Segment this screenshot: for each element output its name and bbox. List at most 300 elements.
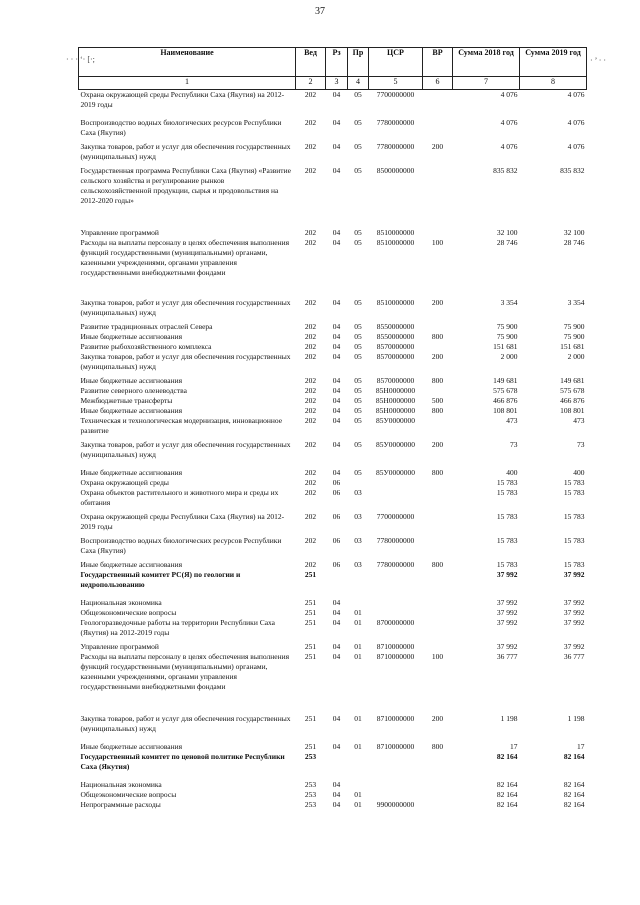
table-row xyxy=(79,142,587,166)
row-vr: 800 xyxy=(431,742,444,751)
row-pr: 05 xyxy=(354,352,362,361)
row-csr: 85Н0000000 xyxy=(375,406,416,415)
row-sum-2018: 466 876 xyxy=(493,396,518,405)
table-row xyxy=(79,464,587,478)
table-row xyxy=(79,790,587,800)
row-vr xyxy=(423,488,453,512)
row-vr xyxy=(423,118,453,142)
table-row xyxy=(79,332,587,342)
row-sum-2018: 37 992 xyxy=(496,642,518,651)
row-csr: 7780000000 xyxy=(376,536,415,545)
row-sum-2019: 82 164 xyxy=(563,790,585,799)
row-pr: 01 xyxy=(354,652,362,661)
row-vr xyxy=(423,570,453,594)
row-vr: 800 xyxy=(431,560,444,569)
row-name: Воспроизводство водных биологических ресурсов Республики Саха (Якутия) xyxy=(80,118,282,137)
row-vr xyxy=(423,386,453,396)
row-ved: 251 xyxy=(304,714,317,723)
row-pr: 05 xyxy=(354,332,362,341)
column-number: 6 xyxy=(423,77,453,90)
row-name: Развитие традиционных отраслей Севера xyxy=(80,322,213,331)
header-row xyxy=(79,48,587,77)
row-sum-2019: 15 783 xyxy=(563,488,585,497)
table-row xyxy=(79,342,587,352)
row-pr: 05 xyxy=(354,142,362,151)
column-number: 1 xyxy=(79,77,296,90)
row-vr: 200 xyxy=(431,714,444,723)
row-vr: 200 xyxy=(431,352,444,361)
row-pr: 05 xyxy=(354,322,362,331)
row-name: Государственный комитет РС(Я) по геологии и недропользованию xyxy=(80,570,241,589)
row-rz: 04 xyxy=(332,322,341,331)
column-number: 8 xyxy=(520,77,587,90)
row-rz: 06 xyxy=(332,512,341,521)
row-vr: 800 xyxy=(431,332,444,341)
row-vr xyxy=(423,166,453,228)
row-pr: 05 xyxy=(354,396,362,405)
row-vr xyxy=(423,608,453,618)
row-name: Расходы на выплаты персоналу в целях обеспечения выполнения функций государственными (муниципальными) органами, казенными учреждениями, органами управления государственными внебюджетными фондами xyxy=(80,652,290,691)
row-sum-2019: 108 801 xyxy=(560,406,585,415)
row-vr: 200 xyxy=(431,298,444,307)
row-sum-2018: 3 354 xyxy=(500,298,518,307)
table-row xyxy=(79,478,587,488)
row-vr: 200 xyxy=(431,142,444,151)
row-pr: 03 xyxy=(354,536,362,545)
row-pr xyxy=(348,594,369,608)
row-ved: 202 xyxy=(304,298,317,307)
row-vr xyxy=(423,228,453,238)
row-name: Непрограммные расходы xyxy=(80,800,161,809)
row-csr: 8700000000 xyxy=(376,618,415,627)
table-row xyxy=(79,652,587,714)
row-sum-2019: 15 783 xyxy=(563,560,585,569)
row-pr xyxy=(348,570,369,594)
row-name: Закупка товаров, работ и услуг для обеспечения государственных (муниципальных) нужд xyxy=(80,142,291,161)
row-rz: 06 xyxy=(332,478,341,487)
row-rz: 04 xyxy=(332,598,341,607)
column-number-row xyxy=(79,77,587,90)
row-name: Общеэкономические вопросы xyxy=(80,608,177,617)
row-rz: 06 xyxy=(332,560,341,569)
column-number: 7 xyxy=(453,77,520,90)
header-csr: ЦСР xyxy=(369,48,423,77)
row-csr: 8500000000 xyxy=(376,166,415,175)
row-csr: 7780000000 xyxy=(376,560,415,569)
row-sum-2018: 37 992 xyxy=(496,570,518,579)
row-csr: 8710000000 xyxy=(376,714,415,723)
header-name: Наименование xyxy=(79,48,296,77)
table-row xyxy=(79,560,587,570)
row-ved: 253 xyxy=(304,752,317,761)
row-ved: 253 xyxy=(304,790,317,799)
row-sum-2018: 15 783 xyxy=(496,512,518,521)
header-sum-2018: Сумма 2018 год xyxy=(453,48,520,77)
column-number: 5 xyxy=(369,77,423,90)
row-sum-2019: 4 076 xyxy=(567,142,585,151)
row-rz: 04 xyxy=(332,238,341,247)
row-name: Воспроизводство водных биологических ресурсов Республики Саха (Якутия) xyxy=(80,536,282,555)
row-rz: 04 xyxy=(332,352,341,361)
row-vr xyxy=(423,780,453,790)
row-name: Иные бюджетные ассигнования xyxy=(80,742,183,751)
row-rz: 06 xyxy=(332,488,341,497)
row-sum-2018: 473 xyxy=(506,416,518,425)
row-rz: 04 xyxy=(332,780,341,789)
row-ved: 251 xyxy=(304,742,317,751)
row-sum-2018: 82 164 xyxy=(496,790,518,799)
row-rz: 04 xyxy=(332,742,341,751)
table-row xyxy=(79,298,587,322)
row-name: Охрана окружающей среды xyxy=(80,478,169,487)
row-name: Развитие северного оленеводства xyxy=(80,386,187,395)
row-rz: 04 xyxy=(332,416,341,425)
row-name: Охрана объектов растительного и животного мира и среды их обитания xyxy=(80,488,279,507)
row-ved: 202 xyxy=(304,228,317,237)
row-csr: 7780000000 xyxy=(376,142,415,151)
row-csr: 85Н0000000 xyxy=(375,386,416,395)
row-sum-2019: 37 992 xyxy=(563,570,585,579)
row-csr: 8550000000 xyxy=(376,332,415,341)
row-sum-2019: 400 xyxy=(573,468,585,477)
row-pr: 01 xyxy=(354,642,362,651)
row-sum-2019: 149 681 xyxy=(560,376,585,385)
row-csr: 8710000000 xyxy=(376,642,415,651)
row-pr: 05 xyxy=(354,118,362,127)
row-sum-2018: 37 992 xyxy=(496,608,518,617)
table-row xyxy=(79,372,587,386)
table-row xyxy=(79,90,587,119)
row-ved: 202 xyxy=(304,322,317,331)
row-vr xyxy=(423,642,453,652)
row-vr xyxy=(423,478,453,488)
row-sum-2019: 15 783 xyxy=(563,478,585,487)
row-rz: 04 xyxy=(332,376,341,385)
table-row xyxy=(79,570,587,594)
row-pr: 05 xyxy=(354,90,362,99)
column-number: 4 xyxy=(348,77,369,90)
row-sum-2018: 15 783 xyxy=(496,488,518,497)
row-rz: 04 xyxy=(332,166,341,175)
row-sum-2019: 75 900 xyxy=(563,332,585,341)
row-sum-2018: 15 783 xyxy=(496,478,518,487)
row-sum-2019: 15 783 xyxy=(563,512,585,521)
row-csr: 8550000000 xyxy=(376,322,415,331)
row-ved: 202 xyxy=(304,416,317,425)
row-sum-2018: 75 900 xyxy=(496,322,518,331)
row-csr: 85У0000000 xyxy=(375,440,416,449)
row-csr: 8710000000 xyxy=(376,652,415,661)
table-row xyxy=(79,608,587,618)
row-rz: 04 xyxy=(332,714,341,723)
row-vr xyxy=(423,790,453,800)
row-sum-2018: 149 681 xyxy=(493,376,518,385)
row-sum-2019: 37 992 xyxy=(563,608,585,617)
row-csr: 8510000000 xyxy=(376,238,415,247)
row-vr xyxy=(423,536,453,560)
row-pr xyxy=(348,478,369,488)
row-rz: 04 xyxy=(332,118,341,127)
row-pr: 05 xyxy=(354,298,362,307)
row-sum-2018: 4 076 xyxy=(500,118,518,127)
row-ved: 202 xyxy=(304,118,317,127)
row-vr: 200 xyxy=(431,440,444,449)
row-vr xyxy=(423,416,453,436)
table-row xyxy=(79,436,587,464)
row-sum-2019: 82 164 xyxy=(563,752,585,761)
row-sum-2019: 1 198 xyxy=(567,714,585,723)
row-csr xyxy=(369,608,423,618)
row-sum-2018: 2 000 xyxy=(500,352,518,361)
row-sum-2019: 2 000 xyxy=(567,352,585,361)
row-name: Управление программой xyxy=(80,642,159,651)
row-name: Иные бюджетные ассигнования xyxy=(80,406,183,415)
row-name: Национальная экономика xyxy=(80,598,162,607)
row-sum-2018: 17 xyxy=(510,742,518,751)
row-rz: 04 xyxy=(332,142,341,151)
row-csr: 7780000000 xyxy=(376,118,415,127)
row-sum-2019: 466 876 xyxy=(560,396,585,405)
header-vr: ВР xyxy=(423,48,453,77)
row-csr xyxy=(369,790,423,800)
row-rz: 04 xyxy=(332,800,341,809)
row-vr: 100 xyxy=(431,238,444,247)
table-row xyxy=(79,228,587,238)
column-number: 3 xyxy=(326,77,348,90)
table-row xyxy=(79,118,587,142)
row-name: Охрана окружающей среды Республики Саха (Якутия) на 2012-2019 годы xyxy=(80,512,285,531)
row-ved: 253 xyxy=(304,780,317,789)
row-ved: 251 xyxy=(304,608,317,617)
row-sum-2018: 82 164 xyxy=(496,780,518,789)
row-pr xyxy=(348,780,369,790)
row-sum-2018: 151 681 xyxy=(493,342,518,351)
row-ved: 202 xyxy=(304,512,317,521)
row-sum-2018: 15 783 xyxy=(496,560,518,569)
row-csr xyxy=(369,752,423,780)
row-csr: 7700000000 xyxy=(376,512,415,521)
row-csr: 8710000000 xyxy=(376,742,415,751)
row-csr xyxy=(369,488,423,512)
header-rz: Рз xyxy=(326,48,348,77)
row-ved: 202 xyxy=(304,238,317,247)
row-sum-2018: 73 xyxy=(510,440,518,449)
table-row xyxy=(79,594,587,608)
row-ved: 202 xyxy=(304,536,317,545)
row-name: Общеэкономические вопросы xyxy=(80,790,177,799)
row-ved: 251 xyxy=(304,652,317,661)
row-sum-2018: 32 100 xyxy=(496,228,518,237)
row-csr: 7700000000 xyxy=(376,90,415,99)
row-csr: 85У0000000 xyxy=(375,416,416,425)
row-ved: 202 xyxy=(304,468,317,477)
row-ved: 202 xyxy=(304,478,317,487)
margin-mark-left: · · · ‘· [·; xyxy=(66,55,95,64)
row-ved: 202 xyxy=(304,440,317,449)
row-csr xyxy=(369,594,423,608)
table-row xyxy=(79,618,587,642)
table-row xyxy=(79,396,587,406)
row-sum-2018: 37 992 xyxy=(496,598,518,607)
row-sum-2018: 82 164 xyxy=(496,800,518,809)
column-number: 2 xyxy=(296,77,326,90)
row-rz: 04 xyxy=(332,652,341,661)
row-sum-2019: 4 076 xyxy=(567,118,585,127)
row-pr: 01 xyxy=(354,800,362,809)
row-sum-2019: 37 992 xyxy=(563,642,585,651)
row-pr: 05 xyxy=(354,386,362,395)
row-pr: 03 xyxy=(354,512,362,521)
table-row xyxy=(79,322,587,332)
row-csr xyxy=(369,478,423,488)
row-name: Иные бюджетные ассигнования xyxy=(80,560,183,569)
row-vr: 100 xyxy=(431,652,444,661)
row-csr: 8570000000 xyxy=(376,342,415,351)
budget-table xyxy=(78,47,587,810)
header-sum-2019: Сумма 2019 год xyxy=(520,48,587,77)
row-vr xyxy=(423,800,453,810)
table-row xyxy=(79,752,587,780)
row-csr: 85Н0000000 xyxy=(375,396,416,405)
margin-mark-right: · ’ · · xyxy=(590,56,607,65)
row-sum-2019: 575 678 xyxy=(560,386,585,395)
row-ved: 202 xyxy=(304,396,317,405)
row-sum-2018: 15 783 xyxy=(496,536,518,545)
row-pr: 05 xyxy=(354,468,362,477)
header-pr: Пр xyxy=(348,48,369,77)
row-sum-2019: 4 076 xyxy=(567,90,585,99)
row-sum-2018: 36 777 xyxy=(496,652,518,661)
row-pr: 03 xyxy=(354,560,362,569)
row-vr xyxy=(423,512,453,536)
row-csr xyxy=(369,570,423,594)
row-sum-2019: 36 777 xyxy=(563,652,585,661)
row-name: Расходы на выплаты персоналу в целях обеспечения выполнения функций государственными (муниципальными) органами, казенными учреждениями, органами управления государственными внебюджетными фондами xyxy=(80,238,290,277)
row-rz: 04 xyxy=(332,298,341,307)
row-name: Закупка товаров, работ и услуг для обеспечения государственных (муниципальных) нужд xyxy=(80,352,291,371)
row-rz: 04 xyxy=(332,90,341,99)
row-rz: 04 xyxy=(332,608,341,617)
row-csr: 8510000000 xyxy=(376,298,415,307)
row-ved: 251 xyxy=(304,570,317,579)
row-vr: 500 xyxy=(431,396,444,405)
row-pr: 05 xyxy=(354,406,362,415)
row-rz: 04 xyxy=(332,406,341,415)
row-name: Управление программой xyxy=(80,228,159,237)
row-rz: 04 xyxy=(332,228,341,237)
row-ved: 202 xyxy=(304,376,317,385)
row-pr: 05 xyxy=(354,440,362,449)
row-name: Закупка товаров, работ и услуг для обеспечения государственных (муниципальных) нужд xyxy=(80,298,291,317)
row-sum-2018: 108 801 xyxy=(493,406,518,415)
row-pr: 05 xyxy=(354,166,362,175)
row-rz: 04 xyxy=(332,642,341,651)
table-row xyxy=(79,488,587,512)
row-name: Межбюджетные трансферты xyxy=(80,396,173,405)
row-rz: 04 xyxy=(332,790,341,799)
row-sum-2018: 28 746 xyxy=(496,238,518,247)
row-vr xyxy=(423,322,453,332)
row-name: Государственный комитет по ценовой политике Республики Саха (Якутия) xyxy=(80,752,285,771)
row-name: Иные бюджетные ассигнования xyxy=(80,376,183,385)
row-rz: 04 xyxy=(332,396,341,405)
row-sum-2019: 3 354 xyxy=(567,298,585,307)
row-csr: 8510000000 xyxy=(376,228,415,237)
row-sum-2019: 17 xyxy=(577,742,585,751)
row-pr: 01 xyxy=(354,608,362,617)
row-sum-2019: 15 783 xyxy=(563,536,585,545)
row-csr xyxy=(369,780,423,790)
row-pr: 05 xyxy=(354,376,362,385)
row-vr xyxy=(423,342,453,352)
row-csr: 85У0000000 xyxy=(375,468,416,477)
row-vr xyxy=(423,752,453,780)
row-pr: 05 xyxy=(354,228,362,237)
row-pr: 01 xyxy=(354,618,362,627)
row-csr: 8570000000 xyxy=(376,352,415,361)
row-pr: 01 xyxy=(354,714,362,723)
page-number: 37 xyxy=(315,6,325,17)
table-row xyxy=(79,800,587,810)
row-name: Техническая и технологическая модернизация, инновационное развитие xyxy=(80,416,283,435)
row-rz: 04 xyxy=(332,468,341,477)
table-row xyxy=(79,536,587,560)
row-sum-2019: 37 992 xyxy=(563,618,585,627)
table-row xyxy=(79,738,587,752)
row-sum-2019: 151 681 xyxy=(560,342,585,351)
row-sum-2019: 37 992 xyxy=(563,598,585,607)
row-rz: 04 xyxy=(332,332,341,341)
row-vr: 800 xyxy=(431,376,444,385)
row-csr: 8570000000 xyxy=(376,376,415,385)
row-sum-2019: 32 100 xyxy=(563,228,585,237)
row-pr: 01 xyxy=(354,742,362,751)
row-sum-2019: 73 xyxy=(577,440,585,449)
row-sum-2018: 37 992 xyxy=(496,618,518,627)
row-ved: 202 xyxy=(304,166,317,175)
table-row xyxy=(79,512,587,536)
row-vr xyxy=(423,618,453,642)
row-ved: 202 xyxy=(304,142,317,151)
row-sum-2019: 82 164 xyxy=(563,800,585,809)
row-rz xyxy=(326,570,348,594)
row-rz: 04 xyxy=(332,618,341,627)
row-pr: 01 xyxy=(354,790,362,799)
row-rz: 04 xyxy=(332,386,341,395)
row-rz: 04 xyxy=(332,342,341,351)
row-name: Развитие рыбохозяйственного комплекса xyxy=(80,342,212,351)
row-sum-2018: 835 832 xyxy=(493,166,518,175)
table-row xyxy=(79,166,587,228)
row-name: Закупка товаров, работ и услуг для обеспечения государственных (муниципальных) нужд xyxy=(80,440,291,459)
row-ved: 251 xyxy=(304,618,317,627)
row-sum-2018: 75 900 xyxy=(496,332,518,341)
table-row xyxy=(79,780,587,790)
table-row xyxy=(79,416,587,436)
row-ved: 202 xyxy=(304,332,317,341)
row-vr: 800 xyxy=(431,468,444,477)
row-name: Закупка товаров, работ и услуг для обеспечения государственных (муниципальных) нужд xyxy=(80,714,291,733)
row-sum-2018: 82 164 xyxy=(496,752,518,761)
row-ved: 251 xyxy=(304,642,317,651)
row-vr xyxy=(423,90,453,119)
row-ved: 253 xyxy=(304,800,317,809)
table-row xyxy=(79,714,587,738)
row-sum-2018: 575 678 xyxy=(493,386,518,395)
row-sum-2018: 400 xyxy=(506,468,518,477)
table-row xyxy=(79,386,587,396)
row-ved: 202 xyxy=(304,560,317,569)
